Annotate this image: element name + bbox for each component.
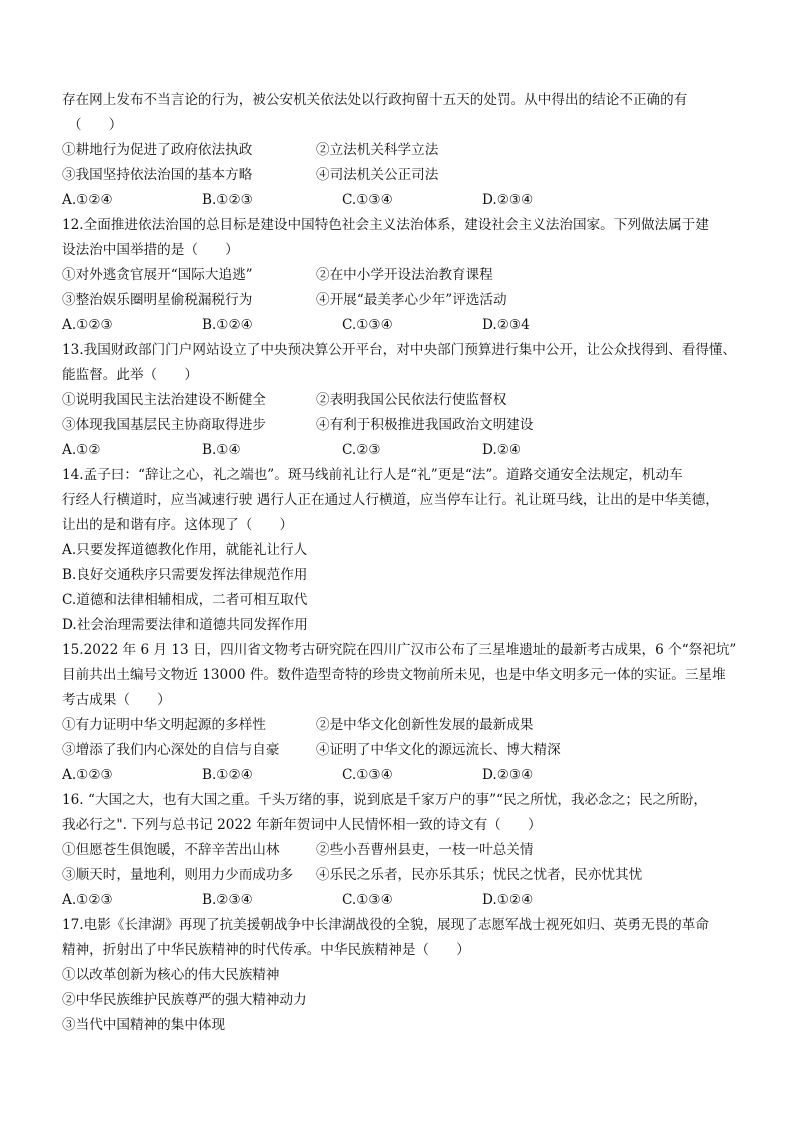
- statement-3: ③顺天时，量地利，则用力少而成功多: [62, 867, 294, 883]
- statement-row: [62, 413, 742, 438]
- statement-row: [62, 838, 742, 863]
- question-stem-line: 设法治中国举措的是（ ）: [62, 242, 239, 258]
- statement-1: ①耕地行为促进了政府依法执政: [62, 142, 253, 158]
- statement-2: ②表明我国公民依法行使监督权: [316, 392, 507, 408]
- statement-2: ②是中华文化创新性发展的最新成果: [316, 717, 534, 733]
- option-c: C.道德和法律相辅相成，二者可相互取代: [62, 592, 308, 608]
- statement-3: ③当代中国精神的集中体现: [62, 1017, 226, 1033]
- statement-row: [62, 713, 742, 738]
- statement-row: [62, 738, 742, 763]
- question-stem-line: 目前共出土编号文物近 13000 件。数件造型奇特的珍贵文物前所未见，也是中华文明多元一体的实证。三星堆: [62, 667, 726, 683]
- statement-4: ④有利于积极推进我国政治文明建设: [316, 417, 534, 433]
- options-row: [62, 313, 742, 338]
- question-stem-line: 16. “大国之大，也有大国之重。千头万绪的事，说到底是千家万户的事”“民之所忧，我必念之；民之所盼，: [62, 792, 707, 808]
- statement-3: ③增添了我们内心深处的自信与自豪: [62, 742, 280, 758]
- question-stem-line: 我必行之". 下列与总书记 2022 年新年贺词中人民情怀相一致的诗文有（ ）: [62, 817, 542, 833]
- statement-row: [62, 163, 742, 188]
- statement-1: ①但愿苍生俱饱暖，不辞辛苦出山林: [62, 842, 280, 858]
- statement-3: ③整治娱乐圈明星偷税漏税行为: [62, 292, 253, 308]
- statement-row: [62, 138, 742, 163]
- question-14: [62, 463, 742, 638]
- question-stem-line: 17.电影《长津湖》再现了抗美援朝战争中长津湖战役的全貌，展现了志愿军战士视死如归、英勇无畏的革命: [62, 917, 709, 933]
- question-stem-line: 12.全面推进依法治国的总目标是建设中国特色社会主义法治体系，建设社会主义法治国家。下列做法属于建: [62, 217, 709, 233]
- statement-2: ②中华民族维护民族尊严的强大精神动力: [62, 992, 307, 1008]
- statement-4: ④乐民之乐者，民亦乐其乐；忧民之忧者，民亦忧其忧: [316, 867, 643, 883]
- statement-1: ①说明我国民主法治建设不断健全: [62, 392, 266, 408]
- option-c: C.①③④: [342, 892, 393, 908]
- option-b: B.①②④: [202, 767, 253, 783]
- question-stem-line: 存在网上发布不当言论的行为，被公安机关依法处以行政拘留十五天的处罚。从中得出的结论不正确的有: [62, 92, 688, 108]
- option-d: D.②③④: [482, 192, 534, 208]
- option-d: D.社会治理需要法律和道德共同发挥作用: [62, 617, 308, 633]
- question-stem-line: 让出的是和谐有序。这体现了（ ）: [62, 517, 294, 533]
- statement-row: [62, 288, 742, 313]
- statement-2: ②在中小学开设法治教育课程: [316, 267, 493, 283]
- statement-2: ②些小吾曹州县吏，一枝一叶总关情: [316, 842, 534, 858]
- question-11: [62, 88, 742, 213]
- option-a: A.①②③: [62, 892, 113, 908]
- question-stem-line: （ ）: [68, 117, 123, 133]
- option-b: B.良好交通秩序只需要发挥法律规范作用: [62, 567, 308, 583]
- option-d: D.②④: [482, 442, 522, 458]
- option-b: B.②③④: [202, 892, 253, 908]
- option-c: C.①③④: [342, 767, 393, 783]
- options-row: [62, 438, 742, 463]
- question-12: [62, 213, 742, 338]
- statement-1: ①对外逃贪官展开“国际大追逃”: [62, 267, 253, 283]
- statement-4: ④司法机关公正司法: [316, 167, 439, 183]
- statement-row: [62, 863, 742, 888]
- statement-2: ②立法机关科学立法: [316, 142, 439, 158]
- statement-4: ④开展“最美孝心少年”评选活动: [316, 292, 507, 308]
- question-stem-line: 15.2022 年 6 月 13 日，四川省文物考古研究院在四川广汉市公布了三星堆遗址的最新考古成果，6 个“祭祀坑”: [62, 642, 737, 658]
- option-b: B.①②③: [202, 192, 253, 208]
- statement-4: ④证明了中华文化的源远流长、博大精深: [316, 742, 561, 758]
- question-17: [62, 913, 742, 1038]
- question-stem-line: 14.孟子曰：“辞让之心，礼之端也”。斑马线前礼让行人是“礼”更是“法”。道路交通安全法规定，机动车: [62, 467, 683, 483]
- option-d: D.①②④: [482, 892, 534, 908]
- statement-row: [62, 263, 742, 288]
- option-a: A.①②④: [62, 192, 113, 208]
- question-16: [62, 788, 742, 913]
- option-c: C.②③: [342, 442, 381, 458]
- question-stem-line: 行经人行横道时，应当减速行驶 遇行人正在通过人行横道，应当停车让行。礼让斑马线，让出的是中华美德，: [62, 492, 719, 508]
- options-row: [62, 188, 742, 213]
- option-a: A.①②③: [62, 767, 113, 783]
- statement-row: [62, 388, 742, 413]
- option-a: A.①②③: [62, 317, 113, 333]
- options-row: [62, 763, 742, 788]
- option-d: D.②③4: [482, 317, 530, 333]
- option-a: A.①②: [62, 442, 101, 458]
- statement-3: ③体现我国基层民主协商取得进步: [62, 417, 266, 433]
- exam-page: [62, 88, 742, 1038]
- option-d: D.②③④: [482, 767, 534, 783]
- option-b: B.①④: [202, 442, 241, 458]
- statement-1: ①以改革创新为核心的伟大民族精神: [62, 967, 280, 983]
- statement-1: ①有力证明中华文明起源的多样性: [62, 717, 266, 733]
- option-c: C.①③④: [342, 192, 393, 208]
- option-a: A.只要发挥道德教化作用，就能礼让行人: [62, 542, 308, 558]
- option-c: C.①③④: [342, 317, 393, 333]
- options-row: [62, 888, 742, 913]
- question-stem-line: 能监督。此举（ ）: [62, 367, 198, 383]
- question-13: [62, 338, 742, 463]
- question-stem-line: 13.我国财政部门门户网站设立了中央预决算公开平台，对中央部门预算进行集中公开，让公众找得到、看得懂、: [62, 342, 737, 358]
- option-b: B.①②④: [202, 317, 253, 333]
- question-15: [62, 638, 742, 788]
- question-stem-line: 考古成果（ ）: [62, 692, 171, 708]
- question-stem-line: 精神，折射出了中华民族精神的时代传承。中华民族精神是（ ）: [62, 942, 470, 958]
- statement-3: ③我国坚持依法治国的基本方略: [62, 167, 253, 183]
